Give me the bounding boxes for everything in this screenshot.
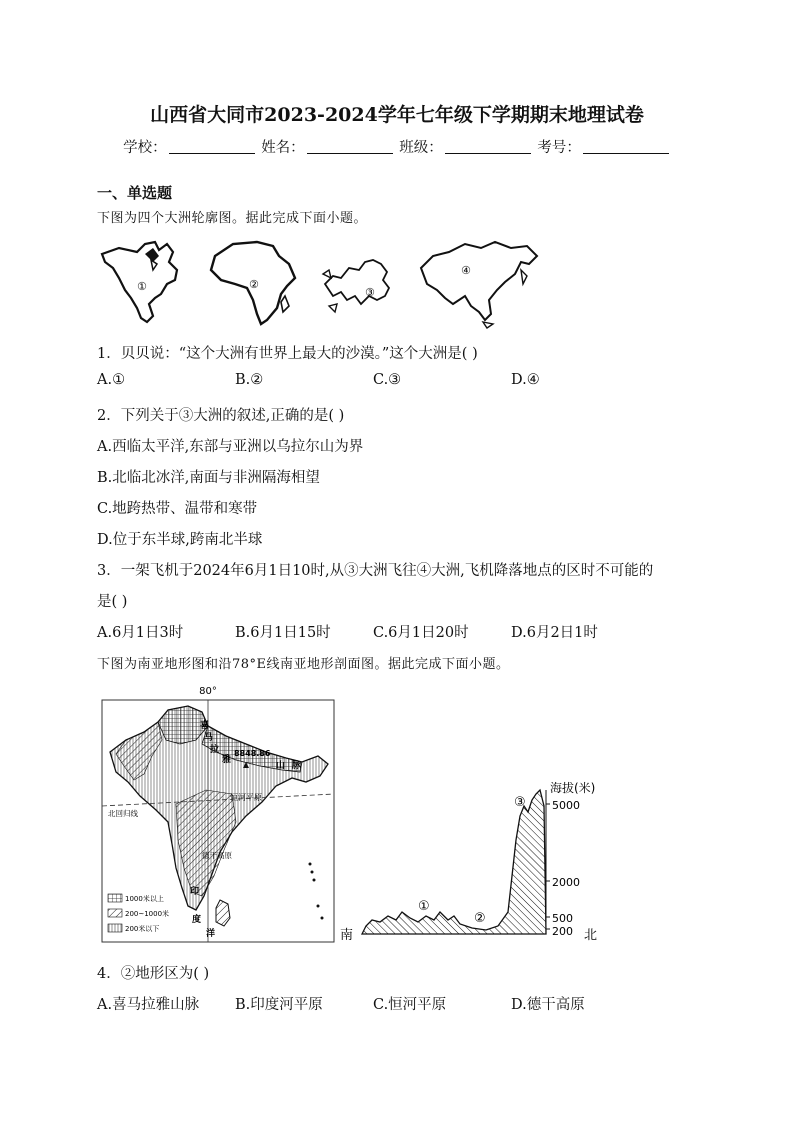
question-3-line-2: 是( ) [97, 594, 128, 610]
school-label: 学校： [123, 140, 167, 156]
everest-elevation: 8848.86 [234, 749, 271, 758]
north-america-outline [102, 242, 177, 322]
name-label: 姓名： [261, 140, 305, 156]
q3-option-b[interactable]: B.6月1日15时 [235, 625, 331, 641]
q2-option-d[interactable]: D.位于东半球,跨南北半球 [97, 532, 263, 548]
profile-y-title: 海拔(米) [550, 781, 596, 795]
q4-option-b[interactable]: B.印度河平原 [235, 997, 323, 1013]
tropic-label: 北回归线 [108, 809, 138, 818]
question-1-options [97, 372, 649, 388]
q3-option-c[interactable]: C.6月1日20时 [373, 625, 469, 641]
question-3-line-1: 3．一架飞机于2024年6月1日10时,从③大洲飞往④大洲,飞机降落地点的区时不可能的 [97, 563, 654, 579]
longitude-label: 80° [199, 686, 217, 697]
asia-outline [421, 242, 537, 328]
south-asia-map [96, 682, 340, 944]
intro-south-asia: 下图为南亚地形图和沿78°E线南亚地形剖面图。据此完成下面小题。 [97, 657, 510, 672]
q3-option-a[interactable]: A.6月1日3时 [97, 625, 184, 641]
question-2: 2．下列关于③大洲的叙述,正确的是( ) [97, 408, 345, 424]
europe-outline [323, 260, 389, 312]
exam-no-blank[interactable] [583, 139, 669, 154]
map-label-du: 度 [192, 915, 202, 925]
tick-label-2000: 2000 [552, 876, 580, 889]
legend-high: 1000米以上 [125, 895, 164, 903]
student-info-line [0, 136, 794, 157]
section-heading: 一、单选题 [97, 184, 173, 202]
continent-label-1: ① [137, 280, 147, 293]
q2-option-c[interactable]: C.地跨热带、温带和寒带 [97, 501, 258, 517]
map-label-mai: 脉 [292, 761, 302, 771]
map-label-yang: 洋 [206, 929, 216, 939]
page-title: 山西省大同市2023-2024学年七年级下学期期末地理试卷 [150, 104, 644, 126]
island-dot [309, 863, 312, 866]
profile-mark-3: ③ [514, 795, 526, 810]
q4-option-d[interactable]: D.德干高原 [511, 997, 585, 1013]
name-blank[interactable] [307, 139, 393, 154]
q2-option-a[interactable]: A.西临太平洋,东部与亚洲以乌拉尔山为界 [97, 439, 364, 455]
q4-option-a[interactable]: A.喜马拉雅山脉 [97, 997, 200, 1013]
africa-outline [211, 242, 295, 324]
school-blank[interactable] [169, 139, 255, 154]
map-label-yin: 印 [190, 887, 200, 897]
ganges-plain-label: 恒河平原 [230, 793, 262, 802]
map-label-ya: 雅 [222, 755, 232, 765]
question-1: 1．贝贝说：“这个大洲有世界上最大的沙漠。”这个大洲是( ) [97, 346, 478, 362]
island-dot [317, 905, 320, 908]
q1-option-c[interactable]: C.③ [373, 372, 402, 388]
q1-option-a[interactable]: A.① [97, 372, 126, 388]
question-4-options [97, 993, 649, 1014]
profile-mark-1: ① [418, 899, 430, 914]
continent-outlines-figure [97, 234, 557, 330]
q4-option-c[interactable]: C.恒河平原 [373, 997, 447, 1013]
q2-option-b[interactable]: B.北临北冰洋,南面与非洲隔海相望 [97, 470, 320, 486]
tick-label-5000: 5000 [552, 799, 580, 812]
question-4: 4．②地形区为( ) [97, 966, 210, 982]
legend-mid: 200~1000米 [125, 910, 170, 918]
q3-option-d[interactable]: D.6月2日1时 [511, 625, 598, 641]
deccan-label: 德干高原 [202, 851, 232, 860]
tick-label-500: 500 [552, 912, 573, 925]
profile-south-label: 南 [340, 928, 354, 943]
map-label-la: 拉 [210, 745, 220, 755]
q1-option-b[interactable]: B.② [235, 372, 264, 388]
continent-label-2: ② [249, 278, 259, 291]
question-3-options [97, 621, 649, 642]
island-dot [311, 871, 314, 874]
profile-terrain [362, 790, 546, 934]
map-label-xi: 喜 [200, 721, 210, 731]
map-label-ma: 马 [204, 733, 214, 743]
map-label-shan: 山 [276, 761, 286, 771]
class-blank[interactable] [445, 139, 531, 154]
island-dot [321, 917, 324, 920]
intro-continents: 下图为四个大洲轮廓图。据此完成下面小题。 [97, 211, 368, 226]
terrain-profile [336, 776, 616, 946]
legend-low: 200米以下 [125, 925, 160, 933]
class-label: 班级： [399, 140, 443, 156]
q1-option-d[interactable]: D.④ [511, 372, 540, 388]
profile-mark-2: ② [474, 911, 486, 926]
island-dot [313, 879, 316, 882]
continent-label-3: ③ [365, 286, 375, 299]
exam-no-label: 考号： [537, 140, 581, 156]
continent-label-4: ④ [461, 264, 471, 277]
profile-north-label: 北 [584, 928, 598, 943]
tick-label-200: 200 [552, 925, 573, 938]
